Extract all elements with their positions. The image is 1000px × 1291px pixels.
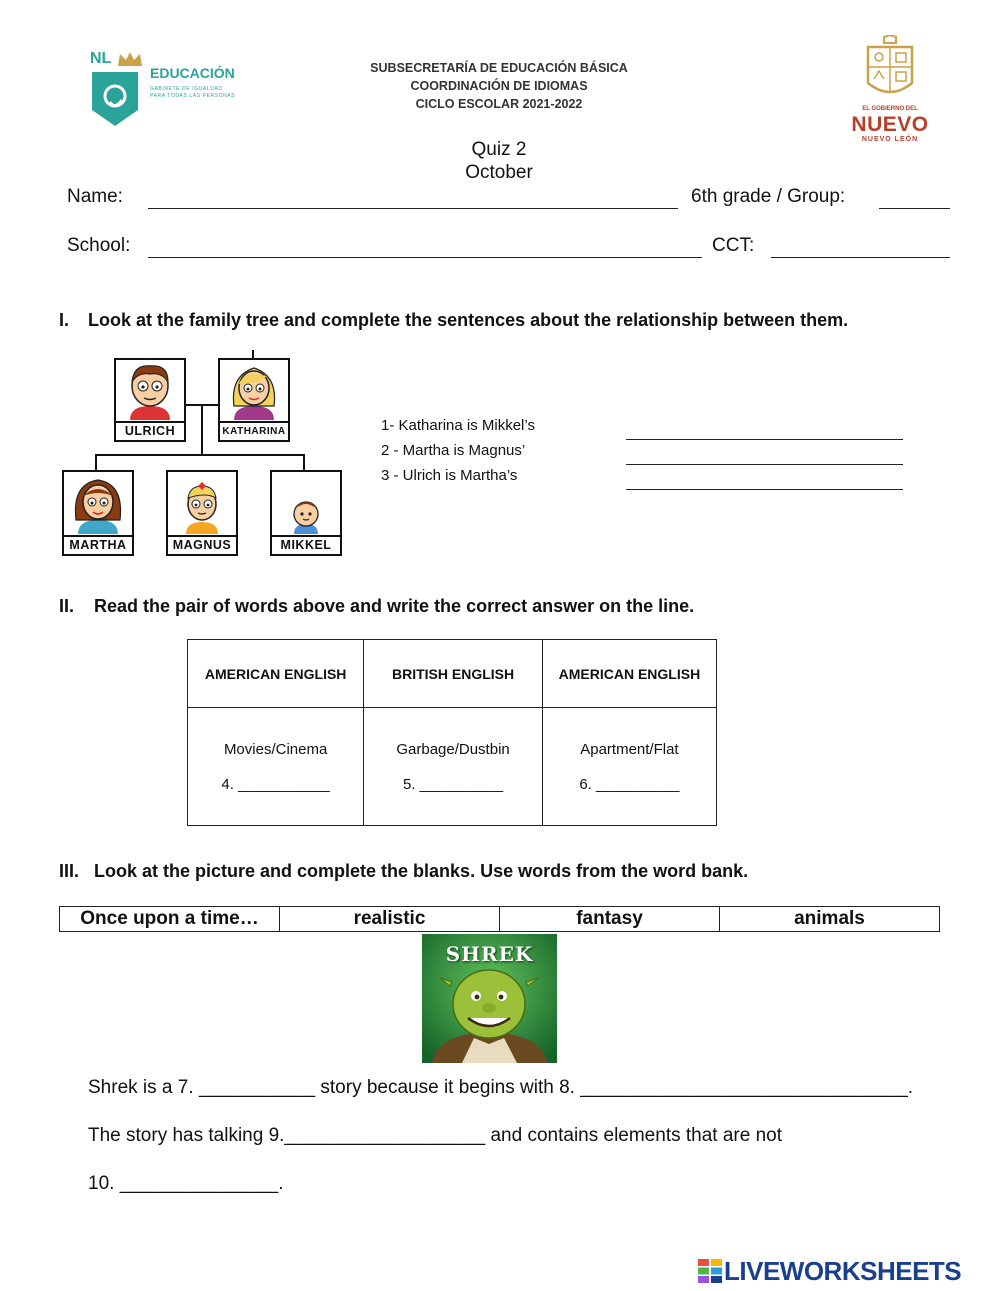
- school-label: School:: [67, 235, 131, 256]
- gov-big-text: NUEVO: [851, 113, 929, 136]
- liveworksheets-logo: [698, 1256, 993, 1286]
- quiz-title: Quiz 2: [471, 139, 527, 160]
- person-card-magnus: [166, 470, 238, 556]
- person-card-katharina: [218, 358, 290, 442]
- poster-title: SHREK: [445, 942, 534, 966]
- tree-branch-line: [95, 454, 305, 456]
- boy-face-icon: [122, 362, 178, 420]
- header-text: [330, 59, 668, 113]
- crown-icon: [118, 52, 142, 66]
- sentence-1: 1- Katharina is Mikkel’s: [381, 417, 535, 434]
- family-tree: [60, 350, 345, 560]
- section-1-heading: Look at the family tree and complete the sentences about the relationship between them.: [88, 310, 849, 330]
- story-line-2: The story has talking 9.___________________ and contains elements that are not: [88, 1125, 783, 1146]
- word-bank: [59, 906, 940, 932]
- table-cell-1: [188, 708, 364, 826]
- word-bank-item-1: Once upon a time…: [60, 907, 280, 932]
- logo-nl-text: NL: [90, 50, 112, 67]
- coat-of-arms-icon: [864, 35, 916, 103]
- pair-2: Garbage/Dustbin: [396, 740, 510, 758]
- baby-face-icon: [288, 500, 324, 534]
- answer-6-field[interactable]: 6. __________: [579, 775, 680, 793]
- tree-drop-right: [303, 454, 305, 470]
- section-2-number: II.: [59, 596, 75, 616]
- answer-5-field[interactable]: 5. __________: [402, 775, 504, 793]
- shield-emblem-icon: [90, 70, 140, 128]
- story-line-3: 10. _______________.: [88, 1173, 284, 1194]
- table-header-american-1: AMERICAN ENGLISH: [188, 640, 364, 708]
- person-name-katharina: KATHARINA: [220, 421, 288, 440]
- table-cell-3: [542, 708, 716, 826]
- answer-4-field[interactable]: 4. ___________: [221, 775, 330, 793]
- logo-title: EDUCACIÓN: [150, 65, 235, 81]
- education-logo: [88, 50, 258, 130]
- government-logo: [840, 35, 940, 145]
- woman-face-icon: [226, 362, 282, 420]
- logo-subtitle-2: PARA TODAS LAS PERSONAS: [150, 93, 236, 99]
- table-cell-2: [364, 708, 543, 826]
- tree-trunk-line: [201, 405, 203, 455]
- word-bank-item-2: realistic: [280, 907, 500, 932]
- header-line-2: COORDINACIÓN DE IDIOMAS: [410, 79, 588, 93]
- section-3-heading: Look at the picture and complete the blanks. Use words from the word bank.: [94, 861, 749, 881]
- section-1-number: I.: [59, 310, 70, 330]
- person-card-ulrich: [114, 358, 186, 442]
- tree-top-line: [252, 350, 254, 358]
- header-line-3: CICLO ESCOLAR 2021-2022: [415, 97, 583, 111]
- liveworksheets-icon: [698, 1259, 722, 1283]
- school-field[interactable]: [148, 257, 702, 258]
- group-field[interactable]: [879, 208, 950, 209]
- word-bank-item-4: animals: [720, 907, 940, 932]
- sentence-3: 3 - Ulrich is Martha’s: [381, 467, 518, 484]
- tree-drop-left: [95, 454, 97, 470]
- person-name-magnus: MAGNUS: [168, 535, 236, 554]
- cct-label: CCT:: [712, 235, 755, 256]
- gov-sub-text: NUEVO LEÓN: [861, 136, 919, 143]
- person-card-martha: [62, 470, 134, 556]
- logo-subtitle-1: GABINETE DE IGUALDAD: [150, 86, 223, 92]
- sentence-2: 2 - Martha is Magnus’: [381, 442, 526, 459]
- answer-1-field[interactable]: [626, 439, 903, 440]
- shrek-poster: [422, 934, 557, 1063]
- pair-3: Apartment/Flat: [580, 740, 679, 758]
- gov-small-text: EL GOBIERNO DEL: [862, 106, 918, 112]
- girl-face-icon: [70, 474, 126, 534]
- story-line-1: Shrek is a 7. ___________ story because it begins with 8. _______________________________.: [88, 1077, 914, 1098]
- word-bank-item-3: fantasy: [500, 907, 720, 932]
- name-label: Name:: [67, 186, 123, 207]
- header-line-1: SUBSECRETARÍA DE EDUCACIÓN BÁSICA: [370, 61, 628, 75]
- quiz-month: October: [465, 162, 533, 183]
- grade-group-label: 6th grade / Group:: [691, 186, 846, 207]
- answer-2-field[interactable]: [626, 464, 903, 465]
- person-name-ulrich: ULRICH: [116, 421, 184, 440]
- person-name-martha: MARTHA: [64, 535, 132, 554]
- table-header-american-2: AMERICAN ENGLISH: [542, 640, 716, 708]
- section-2-heading: Read the pair of words above and write the correct answer on the line.: [94, 596, 695, 616]
- liveworksheets-brand: LIVEWORKSHEETS: [724, 1256, 962, 1286]
- cct-field[interactable]: [771, 257, 950, 258]
- boy-face-icon: [176, 480, 228, 534]
- person-name-mikkel: MIKKEL: [272, 535, 340, 554]
- section-3-number: III.: [59, 861, 80, 881]
- name-field[interactable]: [148, 208, 678, 209]
- answer-3-field[interactable]: [626, 489, 903, 490]
- pair-1: Movies/Cinema: [223, 740, 328, 758]
- table-header-british: BRITISH ENGLISH: [364, 640, 543, 708]
- person-card-mikkel: [270, 470, 342, 556]
- english-words-table: [187, 639, 717, 826]
